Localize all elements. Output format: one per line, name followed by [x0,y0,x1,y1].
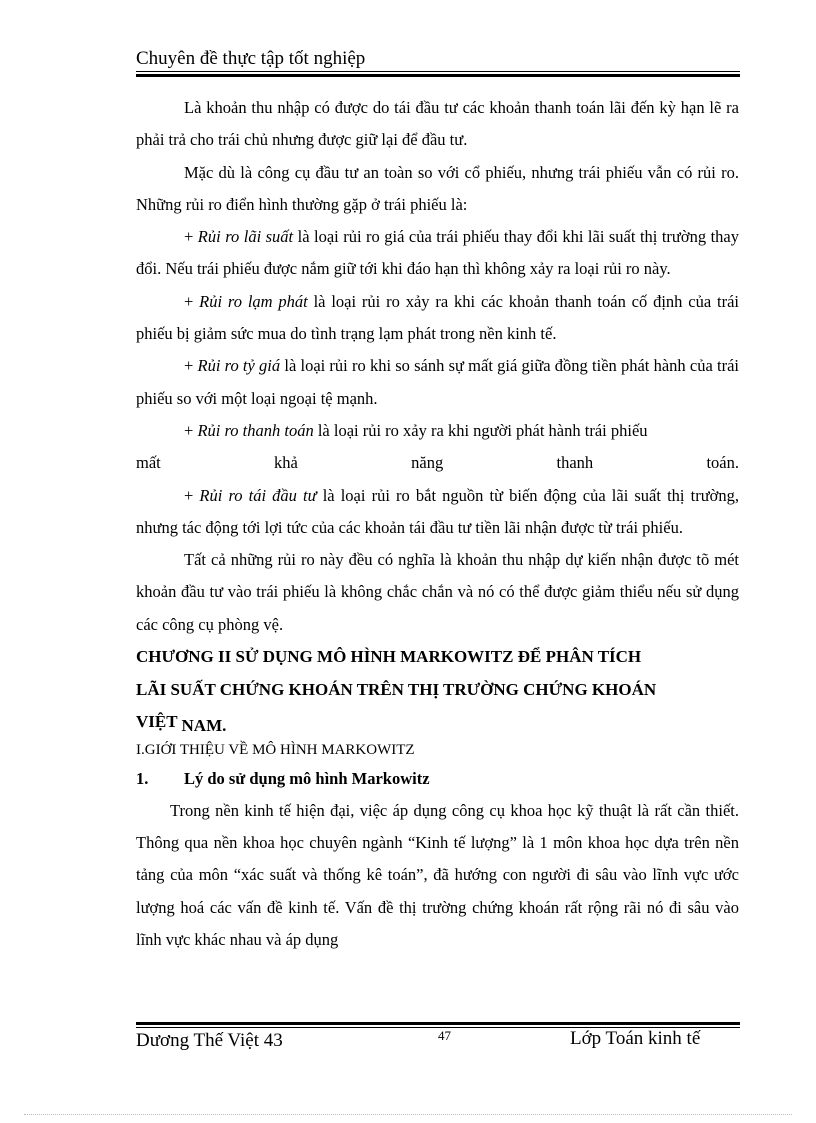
paragraph: Trong nền kinh tế hiện đại, việc áp dụng công cụ khoa học kỹ thuật là rất cần thiết. Thông qua nền khoa học chuyên ngành “Kinh tế lượng” là 1 môn khoa học dựa trên nền tảng của môn “xác suất và thống kê toán”, đã hướng con người đi sâu vào lĩnh vực ước lượng hoá các vấn đề kinh tế. Vấn đề thị trường chứng khoán rất rộng rãi nó đi sâu vào lĩnh vực khác nhau và áp dụng [136,800,739,950]
page-header-title: Chuyên đề thực tập tốt nghiệp [136,48,366,69]
chapter-title-line: CHƯƠNG II SỬ DỤNG MÔ HÌNH MARKOWITZ ĐỂ PHÂN TÍCH [136,647,642,667]
risk-item-payment [136,415,739,447]
footer-author: Dương Thế Việt 43 [136,1030,283,1051]
risk-term: Rủi ro thanh toán [197,420,314,440]
chapter-title-part: VIỆT [136,712,182,732]
bullet-prefix: + [184,356,198,376]
bullet-prefix: + [184,485,200,505]
word: mất [136,453,161,473]
word: thanh [556,453,594,473]
risk-item-payment-continuation [136,447,739,479]
risk-description: là loại rủi ro xảy ra khi người phát hành trái phiếu [313,420,648,440]
bullet-prefix: + [184,420,198,440]
subsection-heading [136,763,739,795]
risk-description: là loại rủi ro giá của trái phiếu thay đổi khi lãi suất thị trường thay đổi. Nếu trái phiếu được nắm giữ tới khi đáo hạn thì không xảy ra loại rủi ro này. [136,227,739,279]
word: năng [411,453,444,473]
risk-term: Rủi ro lạm phát [199,291,308,311]
risk-term: Rủi ro lãi suất [197,227,294,247]
risk-term: Rủi ro tái đầu tư [199,485,317,505]
paragraph: Mặc dù là công cụ đầu tư an toàn so với cổ phiếu, nhưng trái phiếu vẫn có rủi ro. Những rủi ro điển hình thường gặp ở trái phiếu là: [136,162,739,214]
word: toán. [706,453,739,473]
subsection-title: Lý do sử dụng mô hình Markowitz [184,768,430,788]
footer-rule-thick [136,1022,740,1025]
paragraph: Là khoản thu nhập có được do tái đầu tư các khoản thanh toán lãi đến kỳ hạn lẽ ra phải trả cho trái chủ nhưng được giữ lại để đầu tư. [136,98,739,150]
paragraph: Tất cả những rủi ro này đều có nghĩa là khoản thu nhập dự kiến nhận được tõ mét khoản đầu tư vào trái phiếu là không chắc chắn và nó có thể được giảm thiểu nếu sử dụng các công cụ phòng vệ. [136,550,739,634]
chapter-title-line [136,706,739,739]
risk-term: Rủi ro tỷ giá [197,356,281,376]
footer-class-name: Lớp Toán kinh tế [570,1028,701,1049]
risk-description: là loại rủi ro xảy ra khi các khoản thanh toán cố định của trái phiếu bị giảm sức mua do tình trạng lạm phát trong nền kinh tế. [136,291,739,344]
page-number: 47 [438,1028,451,1043]
document-body [136,92,739,956]
risk-description: là loại rủi ro khi so sánh sự mất giá giữa đồng tiền phát hành của trái phiếu so với một loại ngoại tệ mạnh. [136,356,739,408]
risk-item-exchange-rate [136,350,739,415]
bullet-prefix: + [184,227,198,247]
section-heading: I.GIỚI THIỆU VỀ MÔ HÌNH MARKOWITZ [136,741,415,758]
risk-item-inflation [136,286,739,351]
header-rule-thick [136,74,740,77]
chapter-title-line: LÃI SUẤT CHỨNG KHOÁN TRÊN THỊ TRƯỜNG CHỨNG KHOÁN [136,679,657,699]
word: khả [274,453,298,473]
bullet-prefix: + [184,291,200,311]
page-edge-divider [24,1114,792,1115]
subsection-number: 1. [136,768,149,788]
chapter-title-part: NAM. [181,716,227,736]
risk-item-reinvestment [136,480,739,545]
header-rule [136,71,740,72]
risk-item-interest-rate [136,221,739,286]
risk-description: là loại rủi ro bắt nguồn từ biến động của lãi suất thị trường, nhưng tác động tới lợi tức của các khoản tái đầu tư tiền lãi nhận được từ trái phiếu. [136,485,739,537]
